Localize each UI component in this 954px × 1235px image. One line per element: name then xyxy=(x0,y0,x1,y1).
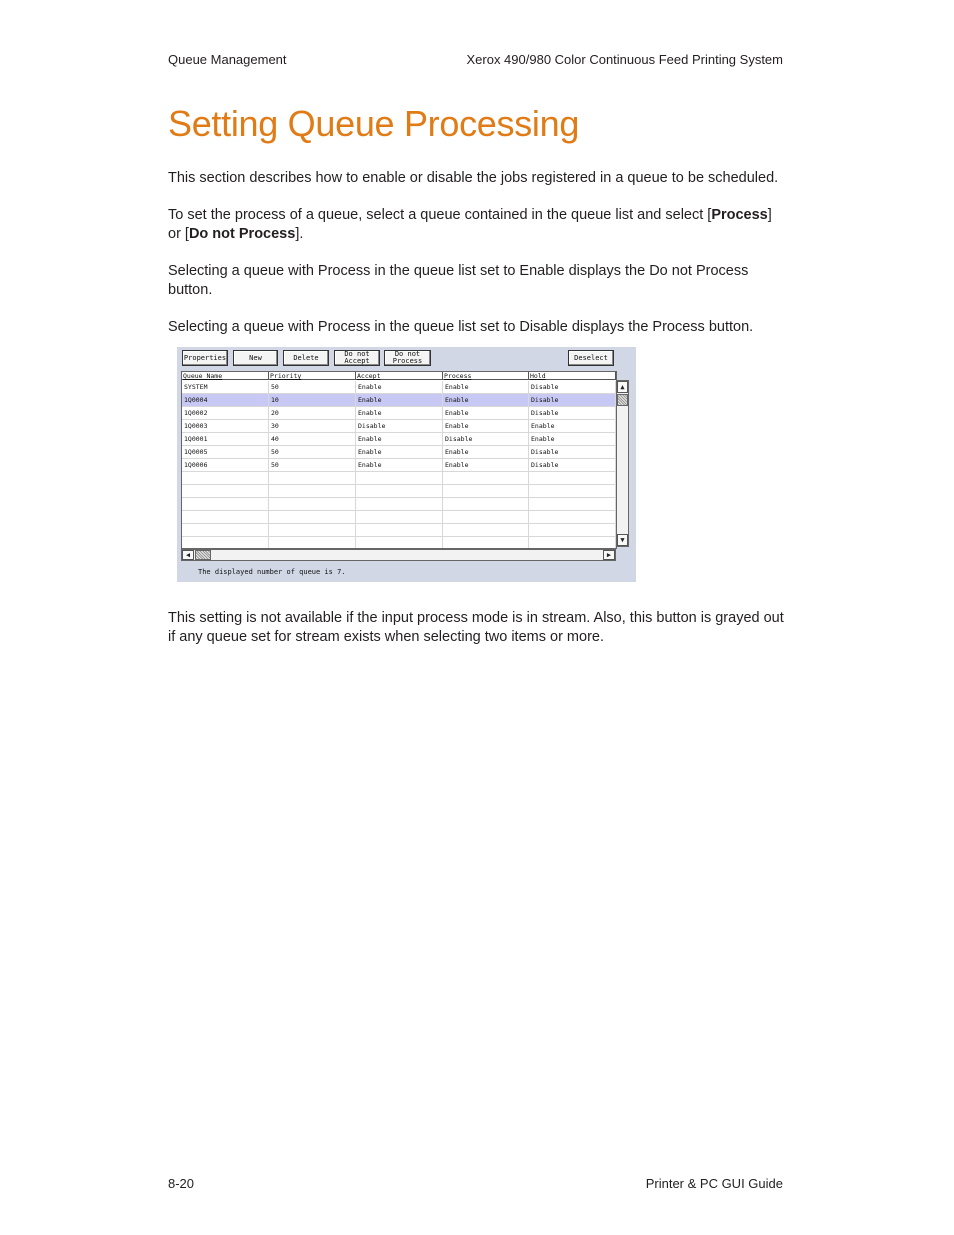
scroll-thumb[interactable] xyxy=(617,394,628,406)
running-header-product: Xerox 490/980 Color Continuous Feed Printing System xyxy=(466,52,783,67)
guide-name: Printer & PC GUI Guide xyxy=(645,1176,783,1191)
table-cell xyxy=(269,511,356,523)
table-cell xyxy=(529,472,616,484)
table-cell: Enable xyxy=(443,407,529,419)
horizontal-scrollbar[interactable] xyxy=(181,549,616,561)
table-row[interactable] xyxy=(182,459,616,472)
table-cell: Enable xyxy=(356,394,443,406)
running-header-section: Queue Management xyxy=(168,52,287,67)
table-cell: Enable xyxy=(443,394,529,406)
table-cell xyxy=(269,524,356,536)
table-cell: Enable xyxy=(356,407,443,419)
table-cell: Disable xyxy=(529,381,616,393)
table-cell xyxy=(356,472,443,484)
table-row[interactable] xyxy=(182,420,616,433)
table-cell: SYSTEM xyxy=(182,381,269,393)
properties-button[interactable] xyxy=(182,350,228,366)
button-label: Accept xyxy=(344,357,370,365)
table-cell xyxy=(356,485,443,497)
table-cell xyxy=(529,511,616,523)
table-cell xyxy=(443,524,529,536)
table-cell: 1Q0002 xyxy=(182,407,269,419)
page-number: 8-20 xyxy=(168,1176,195,1191)
bold-do-not-process: Do not Process xyxy=(188,226,296,242)
page-title: Setting Queue Processing xyxy=(168,103,580,144)
table-cell: 1Q0006 xyxy=(182,459,269,471)
table-row[interactable] xyxy=(182,394,616,407)
column-header-process[interactable]: Process xyxy=(443,372,529,380)
paragraph-intro: This section describes how to enable or disable the jobs registered in a queue to be scheduled. xyxy=(168,170,779,186)
paragraph-enable: Selecting a queue with Process in the queue list set to Enable displays the Do not Process button. xyxy=(168,263,749,298)
table-cell: 50 xyxy=(269,381,356,393)
table-cell: Disable xyxy=(443,433,529,445)
table-cell xyxy=(529,485,616,497)
table-cell: 1Q0003 xyxy=(182,420,269,432)
queue-count-status: The displayed number of queue is 7. xyxy=(198,568,346,576)
button-label: New xyxy=(249,353,262,362)
table-row[interactable] xyxy=(182,472,616,485)
table-cell xyxy=(269,498,356,510)
table-row[interactable] xyxy=(182,381,616,394)
table-cell: Enable xyxy=(356,459,443,471)
do-not-process-button[interactable] xyxy=(384,350,431,366)
column-header-priority[interactable]: Priority xyxy=(269,372,356,380)
table-cell xyxy=(356,537,443,549)
horizontal-scroll-thumb[interactable] xyxy=(195,550,211,560)
table-cell xyxy=(443,537,529,549)
table-cell xyxy=(269,472,356,484)
table-cell: Enable xyxy=(356,381,443,393)
table-cell: 1Q0005 xyxy=(182,446,269,458)
scroll-left-icon[interactable]: ◀ xyxy=(182,550,194,560)
paragraph-stream-note: This setting is not available if the input process mode is in stream. Also, this button is grayed out if any queue set for stream exists when selecting two items or more. xyxy=(168,610,784,645)
table-cell xyxy=(182,498,269,510)
table-cell: Disable xyxy=(356,420,443,432)
column-header-hold[interactable]: Hold xyxy=(529,372,616,380)
table-cell: Enable xyxy=(356,446,443,458)
table-cell: Enable xyxy=(529,433,616,445)
table-cell: 20 xyxy=(269,407,356,419)
table-cell xyxy=(182,472,269,484)
queue-list-table xyxy=(181,371,617,549)
new-button[interactable] xyxy=(233,350,278,366)
table-cell xyxy=(529,524,616,536)
text-span: ]. xyxy=(295,226,304,242)
table-cell: Disable xyxy=(529,446,616,458)
scroll-down-icon[interactable]: ▼ xyxy=(617,534,628,546)
text-span: ] or [ xyxy=(168,207,772,242)
table-cell xyxy=(182,511,269,523)
table-cell xyxy=(269,537,356,549)
table-row[interactable] xyxy=(182,485,616,498)
table-cell: 30 xyxy=(269,420,356,432)
table-cell xyxy=(529,537,616,549)
text-span: To set the process of a queue, select a queue contained in the queue list and select [ xyxy=(168,207,712,223)
table-cell xyxy=(182,537,269,549)
table-cell: Enable xyxy=(443,446,529,458)
table-cell xyxy=(443,511,529,523)
table-body xyxy=(182,381,616,549)
paragraph-instructions xyxy=(168,206,786,244)
table-cell: 1Q0001 xyxy=(182,433,269,445)
paragraph-disable: Selecting a queue with Process in the queue list set to Disable displays the Process button. xyxy=(168,319,754,335)
table-cell xyxy=(269,485,356,497)
table-cell xyxy=(356,524,443,536)
table-cell: Enable xyxy=(443,459,529,471)
table-cell: 50 xyxy=(269,459,356,471)
button-label: Properties xyxy=(183,353,227,362)
table-row[interactable] xyxy=(182,537,616,549)
table-cell: Enable xyxy=(443,381,529,393)
table-cell xyxy=(443,485,529,497)
column-header-accept[interactable]: Accept xyxy=(356,372,443,380)
table-cell: Disable xyxy=(529,394,616,406)
table-cell xyxy=(356,498,443,510)
table-cell: 10 xyxy=(269,394,356,406)
table-row[interactable] xyxy=(182,498,616,511)
button-label: Do not xyxy=(394,350,421,358)
button-label: Delete xyxy=(293,353,319,362)
column-header-queue-name[interactable]: Queue Name xyxy=(182,372,269,380)
table-row[interactable] xyxy=(182,511,616,524)
table-row[interactable] xyxy=(182,524,616,537)
deselect-button[interactable] xyxy=(568,350,614,366)
vertical-scrollbar[interactable] xyxy=(616,380,629,547)
queue-list-screenshot xyxy=(177,347,636,582)
table-cell xyxy=(356,511,443,523)
table-cell: Enable xyxy=(356,433,443,445)
table-cell xyxy=(529,498,616,510)
scroll-right-icon[interactable]: ▶ xyxy=(603,550,615,560)
table-row[interactable] xyxy=(182,433,616,446)
table-cell xyxy=(182,485,269,497)
table-row[interactable] xyxy=(182,407,616,420)
delete-button[interactable] xyxy=(283,350,329,366)
button-label: Do not xyxy=(344,350,370,358)
table-cell xyxy=(182,524,269,536)
table-row[interactable] xyxy=(182,446,616,459)
table-cell xyxy=(443,498,529,510)
table-cell: 1Q0004 xyxy=(182,394,269,406)
table-header xyxy=(182,372,616,380)
button-label: Process xyxy=(392,357,423,365)
table-cell: 50 xyxy=(269,446,356,458)
do-not-accept-button[interactable] xyxy=(334,350,380,366)
table-cell: Disable xyxy=(529,459,616,471)
table-cell: 40 xyxy=(269,433,356,445)
table-cell: Enable xyxy=(529,420,616,432)
button-label: Deselect xyxy=(574,353,608,362)
table-cell: Disable xyxy=(529,407,616,419)
bold-process: Process xyxy=(711,207,768,223)
table-cell: Enable xyxy=(443,420,529,432)
scroll-up-icon[interactable]: ▲ xyxy=(617,381,628,393)
table-cell xyxy=(443,472,529,484)
